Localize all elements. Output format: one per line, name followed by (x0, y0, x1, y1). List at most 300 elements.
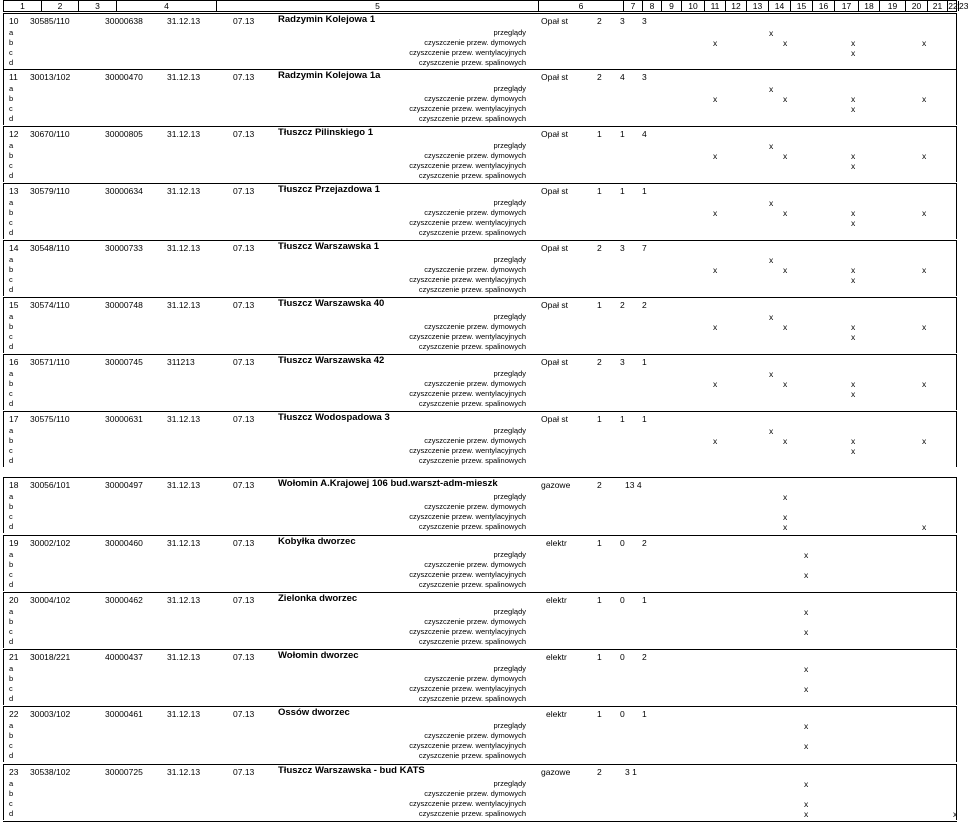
column-number-cell: 19 (879, 1, 905, 11)
record-date: 31.12.13 (167, 129, 201, 139)
record-date: 31.12.13 (167, 538, 201, 548)
row-letter: d (9, 456, 14, 465)
row-letter: c (9, 275, 13, 284)
row-label: czyszczenie przew. dymowych (424, 208, 526, 217)
mark-x: x (783, 208, 788, 218)
row-label: czyszczenie przew. dymowych (424, 94, 526, 103)
mark-x: x (851, 151, 856, 161)
record-n1: 1 (597, 129, 602, 139)
record-fuel: Opał st (541, 357, 568, 367)
row-label: czyszczenie przew. spalinowych (418, 114, 526, 123)
record-date: 31.12.13 (167, 767, 201, 777)
mark-x: x (851, 161, 856, 171)
record-date2: 07.13 (233, 709, 255, 719)
record-n1: 2 (597, 72, 602, 82)
record-separator (3, 69, 957, 70)
record-number: 20 (9, 595, 19, 605)
column-number-cell: 20 (905, 1, 927, 11)
column-number-cell: 7 (623, 1, 642, 11)
mark-x: x (851, 275, 856, 285)
record-n3: 1 (642, 357, 647, 367)
mark-x: x (851, 265, 856, 275)
record-id: 30000470 (105, 72, 143, 82)
row-letter: d (9, 114, 14, 123)
mark-x: x (922, 94, 927, 104)
row-label: czyszczenie przew. wentylacyjnych (409, 570, 526, 579)
column-number-cell: 8 (642, 1, 661, 11)
record-id: 30000638 (105, 16, 143, 26)
row-letter: a (9, 198, 14, 207)
row-label: czyszczenie przew. wentylacyjnych (409, 275, 526, 284)
row-letter: d (9, 342, 14, 351)
row-label: czyszczenie przew. dymowych (424, 674, 526, 683)
record-fuel: elektr (546, 652, 567, 662)
record-title: Tłuszcz Pilinskiego 1 (278, 127, 374, 138)
record-separator (3, 297, 957, 298)
record-n1: 1 (597, 595, 602, 605)
record-number: 18 (9, 480, 19, 490)
record-left-border (3, 477, 4, 533)
column-number-cell: 14 (768, 1, 790, 11)
mark-x: x (804, 721, 809, 731)
row-letter: a (9, 492, 14, 501)
record-right-border (956, 354, 957, 410)
record-id: 30000460 (105, 538, 143, 548)
column-number-cell: 13 (746, 1, 768, 11)
row-letter: c (9, 627, 13, 636)
row-label: czyszczenie przew. spalinowych (418, 580, 526, 589)
record-left-border (3, 411, 4, 467)
record-fuel: Opał st (541, 16, 568, 26)
record-date: 31.12.13 (167, 16, 201, 26)
record-n1: 2 (597, 357, 602, 367)
mark-x: x (804, 741, 809, 751)
mark-x: x (783, 436, 788, 446)
record-date2: 07.13 (233, 129, 255, 139)
record-n3: 1 (642, 595, 647, 605)
record-date2: 07.13 (233, 767, 255, 777)
record-separator (3, 706, 957, 707)
row-label: czyszczenie przew. spalinowych (418, 522, 526, 531)
record-separator (3, 592, 957, 593)
row-letter: d (9, 694, 14, 703)
row-label: czyszczenie przew. spalinowych (418, 399, 526, 408)
record-n3: 3 1 (625, 767, 637, 777)
record-n3: 4 (642, 129, 647, 139)
record-code: 30003/102 (30, 709, 71, 719)
mark-x: x (851, 322, 856, 332)
record-left-border (3, 183, 4, 239)
column-number-cell: 10 (681, 1, 704, 11)
mark-x: x (713, 151, 718, 161)
record-date: 31.12.13 (167, 414, 201, 424)
record-number: 12 (9, 129, 19, 139)
record-left-border (3, 69, 4, 125)
record-number: 19 (9, 538, 19, 548)
record-date: 31.12.13 (167, 186, 201, 196)
record-title: Kobyłka dworzec (278, 536, 356, 547)
row-letter: b (9, 560, 14, 569)
record-id: 30000631 (105, 414, 143, 424)
record-n2: 1 (620, 129, 625, 139)
record-date2: 07.13 (233, 652, 255, 662)
column-number-cell: 1 (20, 1, 25, 11)
mark-x: x (922, 38, 927, 48)
record-fuel: elektr (546, 709, 567, 719)
row-letter: a (9, 664, 14, 673)
column-number-cell: 12 (725, 1, 746, 11)
record-code: 30002/102 (30, 538, 71, 548)
record-title: Wołomin dworzec (278, 650, 359, 661)
record-fuel: Opał st (541, 243, 568, 253)
record-number: 17 (9, 414, 19, 424)
row-label: przeglądy (493, 255, 526, 264)
row-label: przeglądy (493, 426, 526, 435)
column-number-cell: 6 (538, 1, 623, 11)
row-letter: d (9, 580, 14, 589)
record-date2: 07.13 (233, 16, 255, 26)
record-title: Tłuszcz Wodospadowa 3 (278, 412, 390, 423)
row-letter: b (9, 731, 14, 740)
column-number-header (3, 0, 968, 12)
record-date: 31.12.13 (167, 595, 201, 605)
row-label: czyszczenie przew. wentylacyjnych (409, 799, 526, 808)
record-n1: 1 (597, 652, 602, 662)
row-letter: c (9, 161, 13, 170)
row-label: czyszczenie przew. dymowych (424, 38, 526, 47)
record-title: Tłuszcz Warszawska 42 (278, 355, 385, 366)
row-label: czyszczenie przew. wentylacyjnych (409, 446, 526, 455)
record-left-border (3, 592, 4, 648)
record-left-border (3, 240, 4, 296)
record-fuel: Opał st (541, 129, 568, 139)
record-left-border (3, 764, 4, 820)
record-id: 40000437 (105, 652, 143, 662)
row-letter: a (9, 721, 14, 730)
row-letter: c (9, 389, 13, 398)
record-date: 31.12.13 (167, 480, 201, 490)
row-label: przeglądy (493, 198, 526, 207)
record-code: 30538/102 (30, 767, 71, 777)
mark-x: x (769, 255, 774, 265)
record-right-border (956, 649, 957, 705)
record-n1: 2 (597, 243, 602, 253)
record-code: 30575/110 (30, 414, 70, 424)
row-label: przeglądy (493, 369, 526, 378)
record-right-border (956, 183, 957, 239)
record-n2: 4 (620, 72, 625, 82)
record-id: 30000497 (105, 480, 143, 490)
record-code: 30670/110 (30, 129, 70, 139)
mark-x: x (922, 322, 927, 332)
row-letter: c (9, 48, 13, 57)
mark-x: x (922, 436, 927, 446)
row-label: czyszczenie przew. wentylacyjnych (409, 218, 526, 227)
row-letter: b (9, 151, 14, 160)
column-number-cell: 3 (78, 1, 116, 11)
row-letter: b (9, 38, 14, 47)
record-id: 30000461 (105, 709, 143, 719)
column-number-cell: 9 (661, 1, 681, 11)
record-date2: 07.13 (233, 357, 255, 367)
row-letter: d (9, 637, 14, 646)
mark-x: x (922, 208, 927, 218)
column-number-cell: 23 (959, 1, 968, 11)
mark-x: x (713, 436, 718, 446)
mark-x: x (713, 208, 718, 218)
mark-x: x (922, 151, 927, 161)
row-label: czyszczenie przew. wentylacyjnych (409, 389, 526, 398)
record-n1: 2 (597, 480, 602, 490)
mark-x: x (804, 809, 809, 819)
record-date2: 07.13 (233, 595, 255, 605)
mark-x: x (783, 94, 788, 104)
row-letter: b (9, 674, 14, 683)
row-letter: b (9, 94, 14, 103)
mark-x: x (769, 369, 774, 379)
mark-x: x (922, 379, 927, 389)
row-label: przeglądy (493, 84, 526, 93)
record-fuel: elektr (546, 595, 567, 605)
row-label: przeglądy (493, 28, 526, 37)
record-n2: 1 (620, 186, 625, 196)
row-letter: a (9, 312, 14, 321)
mark-x: x (804, 550, 809, 560)
record-fuel: Opał st (541, 414, 568, 424)
record-title: Tłuszcz Warszawska - bud KATS (278, 765, 425, 776)
record-right-border (956, 411, 957, 467)
record-n3: 2 (642, 652, 647, 662)
record-date2: 07.13 (233, 414, 255, 424)
record-id: 30000748 (105, 300, 143, 310)
record-separator (3, 240, 957, 241)
record-left-border (3, 535, 4, 591)
record-id: 30000745 (105, 357, 143, 367)
mark-x: x (922, 522, 927, 532)
row-letter: c (9, 799, 13, 808)
record-title: Wołomin A.Krajowej 106 bud.warszt-adm-mieszk (278, 478, 498, 489)
record-code: 30056/101 (30, 480, 71, 490)
record-date2: 07.13 (233, 300, 255, 310)
record-fuel: Opał st (541, 186, 568, 196)
mark-x: x (783, 492, 788, 502)
mark-x: x (769, 28, 774, 38)
record-code: 30548/110 (30, 243, 70, 253)
mark-x: x (804, 799, 809, 809)
record-right-border (956, 706, 957, 762)
row-label: czyszczenie przew. wentylacyjnych (409, 512, 526, 521)
row-label: przeglądy (493, 312, 526, 321)
record-title: Zielonka dworzec (278, 593, 358, 604)
row-label: czyszczenie przew. spalinowych (418, 228, 526, 237)
row-letter: c (9, 741, 13, 750)
record-n3: 3 (642, 16, 647, 26)
record-n2: 0 (620, 709, 625, 719)
row-label: czyszczenie przew. dymowych (424, 379, 526, 388)
row-label: czyszczenie przew. wentylacyjnych (409, 48, 526, 57)
column-number-cell: 16 (812, 1, 834, 11)
record-number: 21 (9, 652, 19, 662)
record-n2: 1 (620, 414, 625, 424)
record-n3: 2 (642, 300, 647, 310)
column-number-cell: 15 (790, 1, 812, 11)
column-number-cell: 5 (216, 1, 538, 11)
row-letter: a (9, 369, 14, 378)
column-number-cell: 11 (704, 1, 725, 11)
row-letter: d (9, 58, 14, 67)
row-label: czyszczenie przew. wentylacyjnych (409, 161, 526, 170)
record-right-border (956, 535, 957, 591)
row-letter: d (9, 522, 14, 531)
record-code: 30574/110 (30, 300, 70, 310)
record-fuel: Opał st (541, 72, 568, 82)
mark-x: x (851, 38, 856, 48)
record-code: 30018/221 (30, 652, 71, 662)
column-number-cell: 21 (927, 1, 947, 11)
row-label: czyszczenie przew. dymowych (424, 560, 526, 569)
record-n2: 0 (620, 538, 625, 548)
record-fuel: gazowe (541, 767, 571, 777)
row-label: przeglądy (493, 492, 526, 501)
record-title: Ossów dworzec (278, 707, 350, 718)
record-title: Tłuszcz Przejazdowa 1 (278, 184, 380, 195)
record-id: 30000725 (105, 767, 143, 777)
record-fuel: Opał st (541, 300, 568, 310)
record-n3: 7 (642, 243, 647, 253)
record-n3: 1 (642, 709, 647, 719)
record-n1: 1 (597, 709, 602, 719)
row-label: czyszczenie przew. dymowych (424, 436, 526, 445)
mark-x: x (851, 332, 856, 342)
row-letter: a (9, 779, 14, 788)
row-label: czyszczenie przew. dymowych (424, 617, 526, 626)
row-label: czyszczenie przew. spalinowych (418, 342, 526, 351)
row-label: przeglądy (493, 607, 526, 616)
row-letter: b (9, 617, 14, 626)
record-separator (3, 411, 957, 412)
record-date: 31.12.13 (167, 652, 201, 662)
record-number: 16 (9, 357, 19, 367)
mark-x: x (769, 426, 774, 436)
record-number: 22 (9, 709, 19, 719)
record-left-border (3, 13, 4, 69)
mark-x: x (851, 48, 856, 58)
row-letter: d (9, 399, 14, 408)
mark-x: x (804, 684, 809, 694)
record-date: 31.12.13 (167, 300, 201, 310)
row-letter: d (9, 228, 14, 237)
record-fuel: gazowe (541, 480, 571, 490)
row-letter: a (9, 607, 14, 616)
record-number: 13 (9, 186, 19, 196)
row-label: czyszczenie przew. dymowych (424, 322, 526, 331)
mark-x: x (851, 218, 856, 228)
row-label: przeglądy (493, 779, 526, 788)
record-number: 11 (9, 72, 18, 82)
mark-x: x (851, 94, 856, 104)
record-n1: 2 (597, 767, 602, 777)
mark-x: x (851, 446, 856, 456)
row-label: czyszczenie przew. spalinowych (418, 171, 526, 180)
row-letter: a (9, 84, 14, 93)
row-letter: c (9, 684, 13, 693)
row-label: czyszczenie przew. spalinowych (418, 751, 526, 760)
mark-x: x (804, 627, 809, 637)
mark-x: x (769, 198, 774, 208)
record-left-border (3, 126, 4, 182)
column-number-cell: 2 (41, 1, 78, 11)
record-n1: 1 (597, 538, 602, 548)
record-date: 31.12.13 (167, 709, 201, 719)
row-letter: a (9, 550, 14, 559)
record-n2: 0 (620, 595, 625, 605)
mark-x: x (851, 104, 856, 114)
row-label: czyszczenie przew. spalinowych (418, 694, 526, 703)
mark-x: x (804, 779, 809, 789)
record-date2: 07.13 (233, 186, 255, 196)
row-label: czyszczenie przew. dymowych (424, 265, 526, 274)
record-n2: 3 (620, 357, 625, 367)
mark-x: x (851, 208, 856, 218)
column-number-cell: 18 (858, 1, 879, 11)
mark-x: x (783, 379, 788, 389)
record-date: 311213 (167, 357, 195, 367)
record-code: 30571/110 (30, 357, 70, 367)
record-n3: 3 (642, 72, 647, 82)
row-letter: b (9, 265, 14, 274)
record-left-border (3, 649, 4, 705)
record-right-border (956, 69, 957, 125)
record-code: 30579/110 (30, 186, 70, 196)
record-separator (3, 354, 957, 355)
record-number: 15 (9, 300, 19, 310)
record-n1: 1 (597, 414, 602, 424)
row-label: czyszczenie przew. wentylacyjnych (409, 627, 526, 636)
mark-x: x (783, 265, 788, 275)
record-separator (3, 183, 957, 184)
record-right-border (956, 592, 957, 648)
record-n3: 2 (642, 538, 647, 548)
row-label: przeglądy (493, 721, 526, 730)
row-label: czyszczenie przew. wentylacyjnych (409, 684, 526, 693)
record-title: Tłuszcz Warszawska 40 (278, 298, 385, 309)
row-label: przeglądy (493, 664, 526, 673)
record-right-border (956, 477, 957, 533)
record-separator (3, 535, 957, 536)
row-letter: d (9, 285, 14, 294)
record-date2: 07.13 (233, 72, 255, 82)
row-letter: b (9, 436, 14, 445)
row-letter: d (9, 751, 14, 760)
record-left-border (3, 706, 4, 762)
column-number-cell: 4 (116, 1, 216, 11)
row-letter: b (9, 379, 14, 388)
record-id: 30000634 (105, 186, 143, 196)
mark-x: x (769, 141, 774, 151)
row-label: czyszczenie przew. wentylacyjnych (409, 332, 526, 341)
record-n3: 1 (642, 414, 647, 424)
record-id: 30000733 (105, 243, 143, 253)
record-number: 10 (9, 16, 19, 26)
row-letter: d (9, 171, 14, 180)
record-code: 30004/102 (30, 595, 71, 605)
record-n2: 0 (620, 652, 625, 662)
row-label: czyszczenie przew. wentylacyjnych (409, 741, 526, 750)
mark-x: x (804, 607, 809, 617)
mark-x: x (713, 94, 718, 104)
record-n1: 1 (597, 186, 602, 196)
record-fuel: elektr (546, 538, 567, 548)
